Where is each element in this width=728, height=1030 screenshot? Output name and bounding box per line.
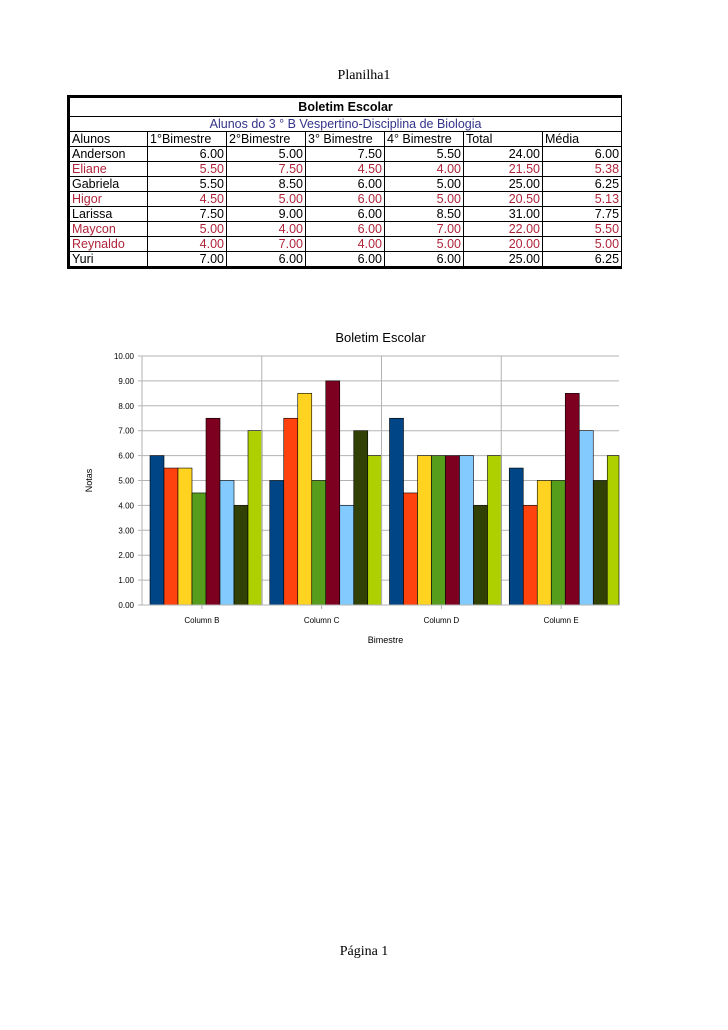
y-tick-label: 8.00: [118, 401, 134, 411]
bar-larissa: [326, 381, 340, 605]
grade-cell: 4.00: [306, 237, 385, 252]
bar-eliane: [523, 505, 537, 605]
bar-higor: [432, 456, 446, 605]
student-name-cell: Reynaldo: [69, 237, 148, 252]
grade-cell: 5.00: [385, 237, 464, 252]
bar-anderson: [390, 418, 404, 605]
grade-cell: 6.00: [385, 252, 464, 268]
grade-cell: 7.50: [306, 147, 385, 162]
header-cell: Total: [464, 132, 543, 147]
grade-cell: 5.50: [385, 147, 464, 162]
grade-cell: 8.50: [385, 207, 464, 222]
bar-yuri: [607, 456, 619, 605]
table-subtitle: Alunos do 3 ° B Vespertino-Disciplina de Biologia: [69, 117, 622, 132]
bar-maycon: [220, 481, 234, 606]
bar-anderson: [270, 481, 284, 606]
y-tick-label: 5.00: [118, 476, 134, 486]
bar-higor: [312, 481, 326, 606]
bar-higor: [551, 481, 565, 606]
header-cell: 2°Bimestre: [227, 132, 306, 147]
grade-cell: 7.00: [227, 237, 306, 252]
x-tick-label: Column C: [303, 616, 340, 625]
y-tick-label: 10.00: [113, 352, 134, 361]
grade-cell: 25.00: [464, 252, 543, 268]
bar-maycon: [579, 431, 593, 605]
header-cell: 3° Bimestre: [306, 132, 385, 147]
student-name-cell: Eliane: [69, 162, 148, 177]
bar-anderson: [509, 468, 523, 605]
bar-maycon: [460, 456, 474, 605]
grade-cell: 5.50: [148, 177, 227, 192]
y-axis-label: Notas: [84, 468, 94, 493]
grade-cell: 6.25: [543, 252, 622, 268]
student-name-cell: Yuri: [69, 252, 148, 268]
table-row: [69, 147, 622, 162]
table-row: [69, 252, 622, 268]
bar-reynaldo: [354, 431, 368, 605]
grade-cell: 25.00: [464, 177, 543, 192]
grade-cell: 5.00: [148, 222, 227, 237]
grade-cell: 5.50: [148, 162, 227, 177]
grade-cell: 7.00: [385, 222, 464, 237]
header-cell: Alunos: [69, 132, 148, 147]
grade-cell: 4.00: [227, 222, 306, 237]
header-cell: 4° Bimestre: [385, 132, 464, 147]
table-row: [69, 192, 622, 207]
y-tick-label: 2.00: [118, 551, 134, 561]
grade-cell: 5.00: [227, 147, 306, 162]
grade-cell: 5.50: [543, 222, 622, 237]
table-row: [69, 237, 622, 252]
grade-cell: 5.13: [543, 192, 622, 207]
grade-cell: 22.00: [464, 222, 543, 237]
grade-cell: 4.00: [385, 162, 464, 177]
table-row: [69, 162, 622, 177]
grade-table: [67, 95, 622, 269]
grade-cell: 6.00: [306, 252, 385, 268]
student-name-cell: Higor: [69, 192, 148, 207]
header-row: [69, 132, 622, 147]
grade-cell: 5.00: [385, 177, 464, 192]
grade-cell: 24.00: [464, 147, 543, 162]
page-footer: Página 1: [339, 944, 389, 959]
bar-anderson: [150, 456, 164, 605]
bar-larissa: [206, 418, 220, 605]
grade-cell: 20.00: [464, 237, 543, 252]
page-header: Planilha1: [337, 68, 391, 83]
grade-cell: 7.75: [543, 207, 622, 222]
grade-cell: 6.25: [543, 177, 622, 192]
grades-bar-chart: [72, 320, 622, 660]
bar-reynaldo: [593, 481, 607, 606]
y-tick-label: 9.00: [118, 376, 134, 386]
bar-gabriela: [298, 393, 312, 605]
bar-eliane: [404, 493, 418, 605]
y-tick-label: 1.00: [118, 576, 134, 586]
bar-reynaldo: [234, 505, 248, 605]
bar-gabriela: [178, 468, 192, 605]
grade-cell: 5.00: [227, 192, 306, 207]
grade-cell: 6.00: [306, 207, 385, 222]
grade-cell: 6.00: [543, 147, 622, 162]
header-cell: 1°Bimestre: [148, 132, 227, 147]
table-row: [69, 177, 622, 192]
y-tick-label: 6.00: [118, 451, 134, 461]
bar-yuri: [248, 431, 262, 605]
bar-maycon: [340, 505, 354, 605]
y-tick-label: 3.00: [118, 526, 134, 536]
x-tick-label: Column E: [543, 616, 579, 625]
grade-cell: 20.50: [464, 192, 543, 207]
student-name-cell: Gabriela: [69, 177, 148, 192]
table-title: Boletim Escolar: [69, 97, 622, 117]
bar-eliane: [164, 468, 178, 605]
grade-cell: 21.50: [464, 162, 543, 177]
grade-cell: 4.50: [148, 192, 227, 207]
grade-cell: 5.38: [543, 162, 622, 177]
grade-cell: 5.00: [543, 237, 622, 252]
student-name-cell: Anderson: [69, 147, 148, 162]
table-row: [69, 222, 622, 237]
bar-reynaldo: [474, 505, 488, 605]
grade-cell: 6.00: [148, 147, 227, 162]
chart-title: Boletim Escolar: [335, 330, 426, 345]
y-tick-label: 7.00: [118, 426, 134, 436]
grade-cell: 7.50: [227, 162, 306, 177]
x-tick-label: Column B: [184, 616, 220, 625]
grade-cell: 6.00: [306, 177, 385, 192]
grade-cell: 9.00: [227, 207, 306, 222]
y-tick-label: 4.00: [118, 501, 134, 511]
x-tick-label: Column D: [423, 616, 460, 625]
bar-gabriela: [537, 481, 551, 606]
grade-cell: 4.00: [148, 237, 227, 252]
grade-cell: 4.50: [306, 162, 385, 177]
grade-cell: 6.00: [306, 192, 385, 207]
table-row: [69, 207, 622, 222]
y-tick-label: 0.00: [118, 601, 134, 610]
grade-cell: 6.00: [306, 222, 385, 237]
student-name-cell: Larissa: [69, 207, 148, 222]
grade-cell: 7.50: [148, 207, 227, 222]
bar-larissa: [446, 456, 460, 605]
grade-cell: 31.00: [464, 207, 543, 222]
grade-cell: 7.00: [148, 252, 227, 268]
bar-gabriela: [418, 456, 432, 605]
bar-yuri: [488, 456, 502, 605]
bar-higor: [192, 493, 206, 605]
header-cell: Média: [543, 132, 622, 147]
bar-yuri: [368, 456, 382, 605]
bar-eliane: [284, 418, 298, 605]
grade-cell: 8.50: [227, 177, 306, 192]
x-axis-label: Bimestre: [367, 635, 404, 645]
grade-cell: 6.00: [227, 252, 306, 268]
grade-cell: 5.00: [385, 192, 464, 207]
student-name-cell: Maycon: [69, 222, 148, 237]
bar-larissa: [565, 393, 579, 605]
